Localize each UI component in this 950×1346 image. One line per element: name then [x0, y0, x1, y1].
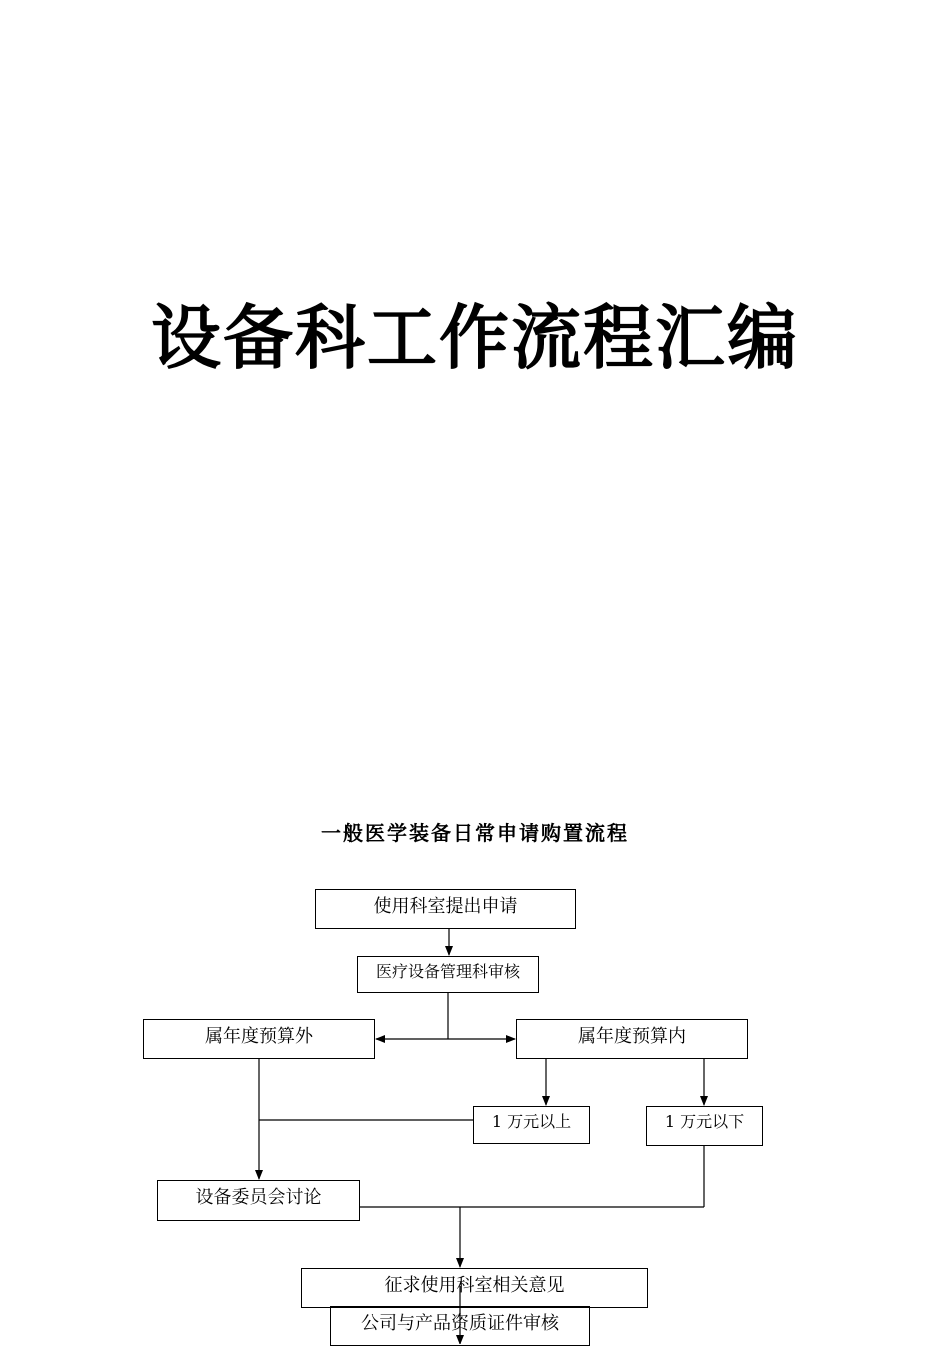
- node-above-10k: [473, 1106, 590, 1144]
- node-below-10k: [646, 1106, 763, 1146]
- node-qualification: [330, 1306, 590, 1346]
- node-inside-budget-label: 属年度预算内: [578, 1026, 686, 1047]
- document-title: 设备科工作流程汇编: [151, 297, 799, 379]
- node-outside-budget: [143, 1019, 375, 1059]
- node-outside-budget-label: 属年度预算外: [205, 1026, 313, 1047]
- node-opinions: [301, 1268, 648, 1308]
- node-apply-label: 使用科室提出申请: [373, 896, 518, 917]
- flowchart-title: 一般医学装备日常申请购置流程: [321, 821, 629, 845]
- node-inside-budget: [516, 1019, 748, 1059]
- node-review: [357, 956, 539, 993]
- node-apply: [315, 889, 576, 929]
- node-committee-label: 设备委员会讨论: [195, 1187, 322, 1208]
- node-review-label: 医疗设备管理科审核: [375, 962, 520, 981]
- node-opinions-label: 征求使用科室相关意见: [384, 1275, 565, 1296]
- node-above-10k-label: 1 万元以上: [491, 1112, 572, 1131]
- node-qualification-label: 公司与产品资质证件审核: [361, 1313, 559, 1334]
- node-below-10k-label: 1 万元以下: [664, 1112, 745, 1131]
- node-committee: [157, 1180, 360, 1221]
